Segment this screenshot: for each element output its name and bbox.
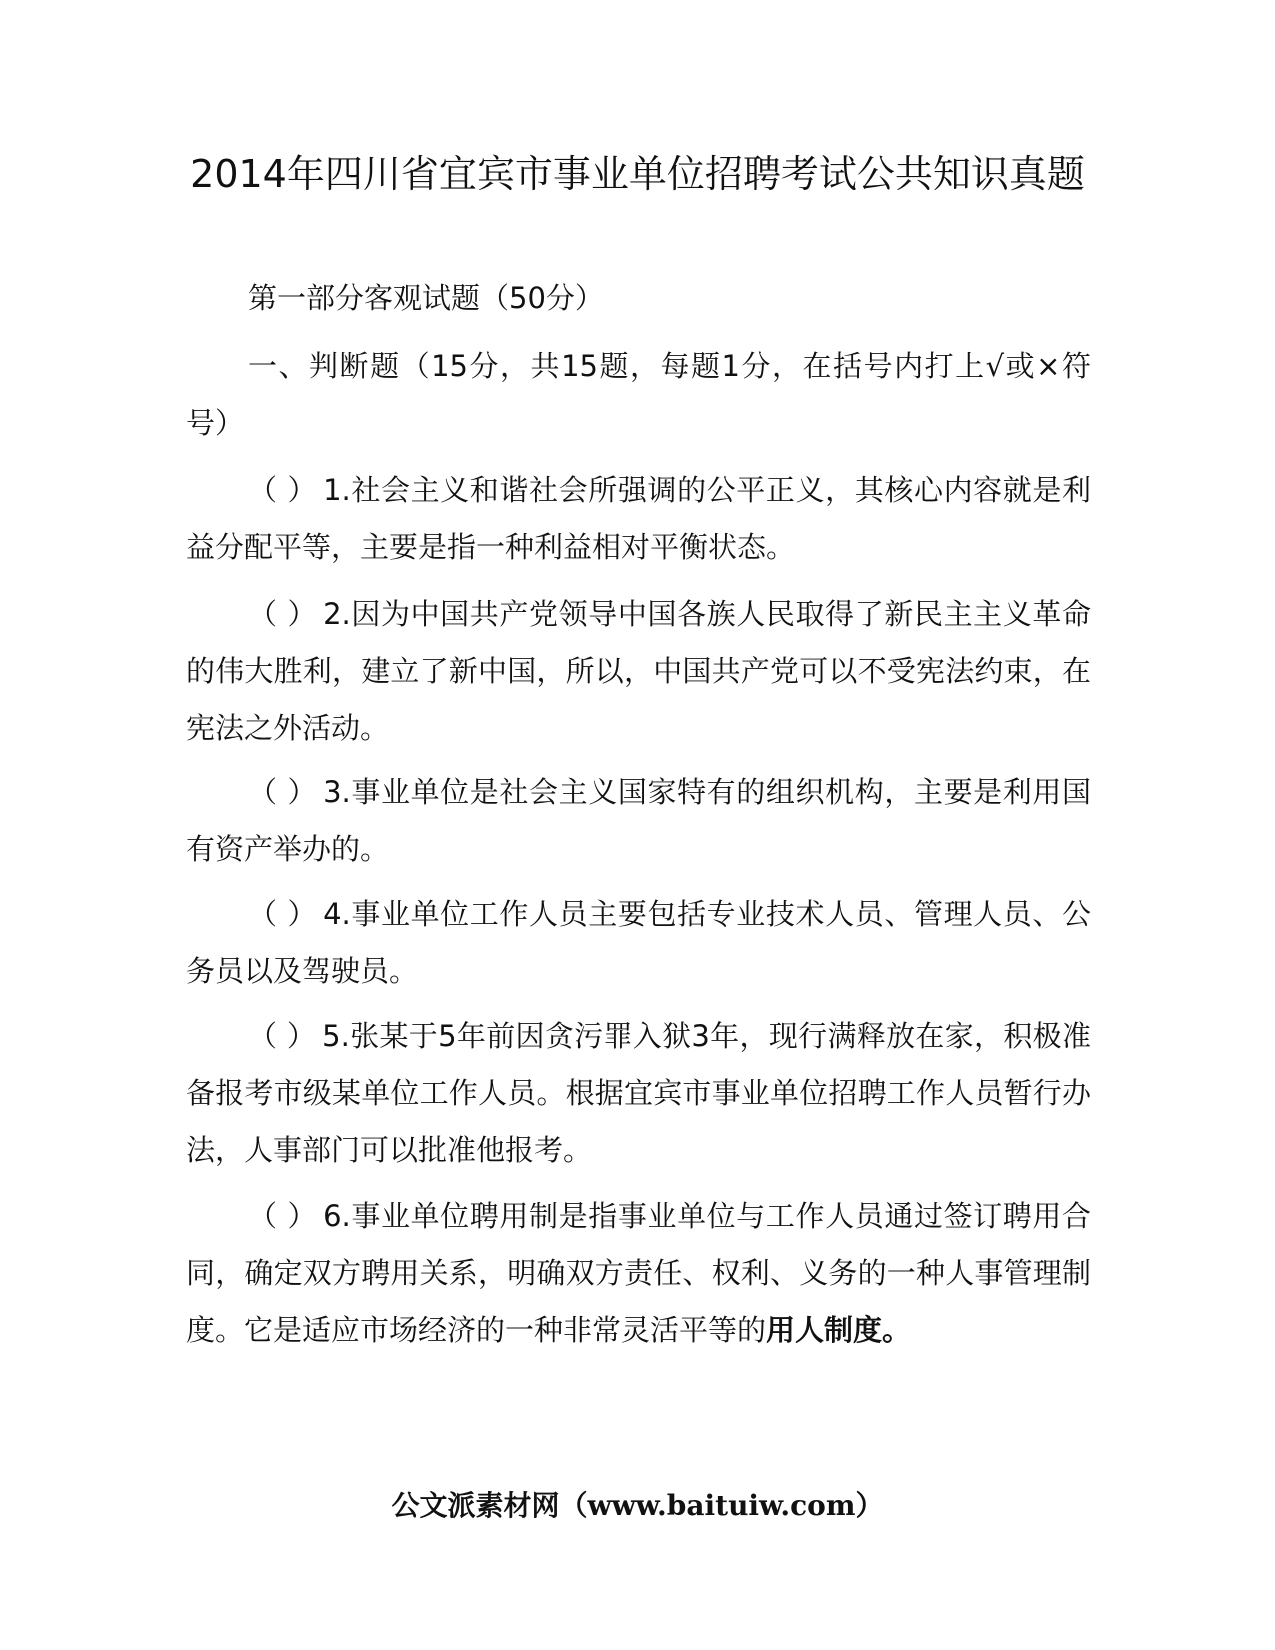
answer-bracket: （ ） <box>248 473 318 507</box>
question-text: 6.事业单位聘用制是指事业单位与工作人员通过签订聘用合同，确定双方聘用关系，明确双方责任、权利、义务的一种人事管理制度。它是适应市场经济的一种非常灵活平等的 <box>186 1199 1092 1347</box>
answer-bracket: （ ） <box>248 775 318 809</box>
question-item <box>186 1008 1091 1179</box>
answer-bracket: （ ） <box>248 897 318 931</box>
question-text: 3.事业单位是社会主义国家特有的组织机构，主要是利用国有资产举办的。 <box>186 775 1092 866</box>
footer-watermark-text: 公文派素材网（www.baituiw.com） <box>391 1489 884 1522</box>
part-heading: 第一部分客观试题（50分） <box>248 281 604 315</box>
question-text: 1.社会主义和谐社会所强调的公平正义，其核心内容就是利益分配平等，主要是指一种利益相对平衡状态。 <box>186 473 1092 564</box>
question-text: 4.事业单位工作人员主要包括专业技术人员、管理人员、公务员以及驾驶员。 <box>186 897 1092 988</box>
question-item <box>186 586 1091 757</box>
section-heading: 一、判断题（15分，共15题，每题1分，在括号内打上√或×符号） <box>186 349 1091 440</box>
question-text: 2.因为中国共产党领导中国各族人民取得了新民主主义革命的伟大胜利，建立了新中国，所以，中国共产党可以不受宪法约束，在宪法之外活动。 <box>186 597 1092 745</box>
answer-bracket: （ ） <box>248 1199 318 1233</box>
answer-bracket: （ ） <box>248 597 318 631</box>
document-title: 2014年四川省宜宾市事业单位招聘考试公共知识真题 <box>190 152 1085 196</box>
question-item <box>186 1188 1091 1359</box>
question-item <box>186 462 1091 576</box>
question-item <box>186 764 1091 878</box>
question-text-tail: 用人制度。 <box>766 1313 912 1347</box>
question-item <box>186 886 1091 1000</box>
question-text: 5.张某于5年前因贪污罪入狱3年，现行满释放在家，积极准备报考市级某单位工作人员。根据宜宾市事业单位招聘工作人员暂行办法，人事部门可以批准他报考。 <box>186 1019 1091 1167</box>
answer-bracket: （ ） <box>248 1019 317 1053</box>
